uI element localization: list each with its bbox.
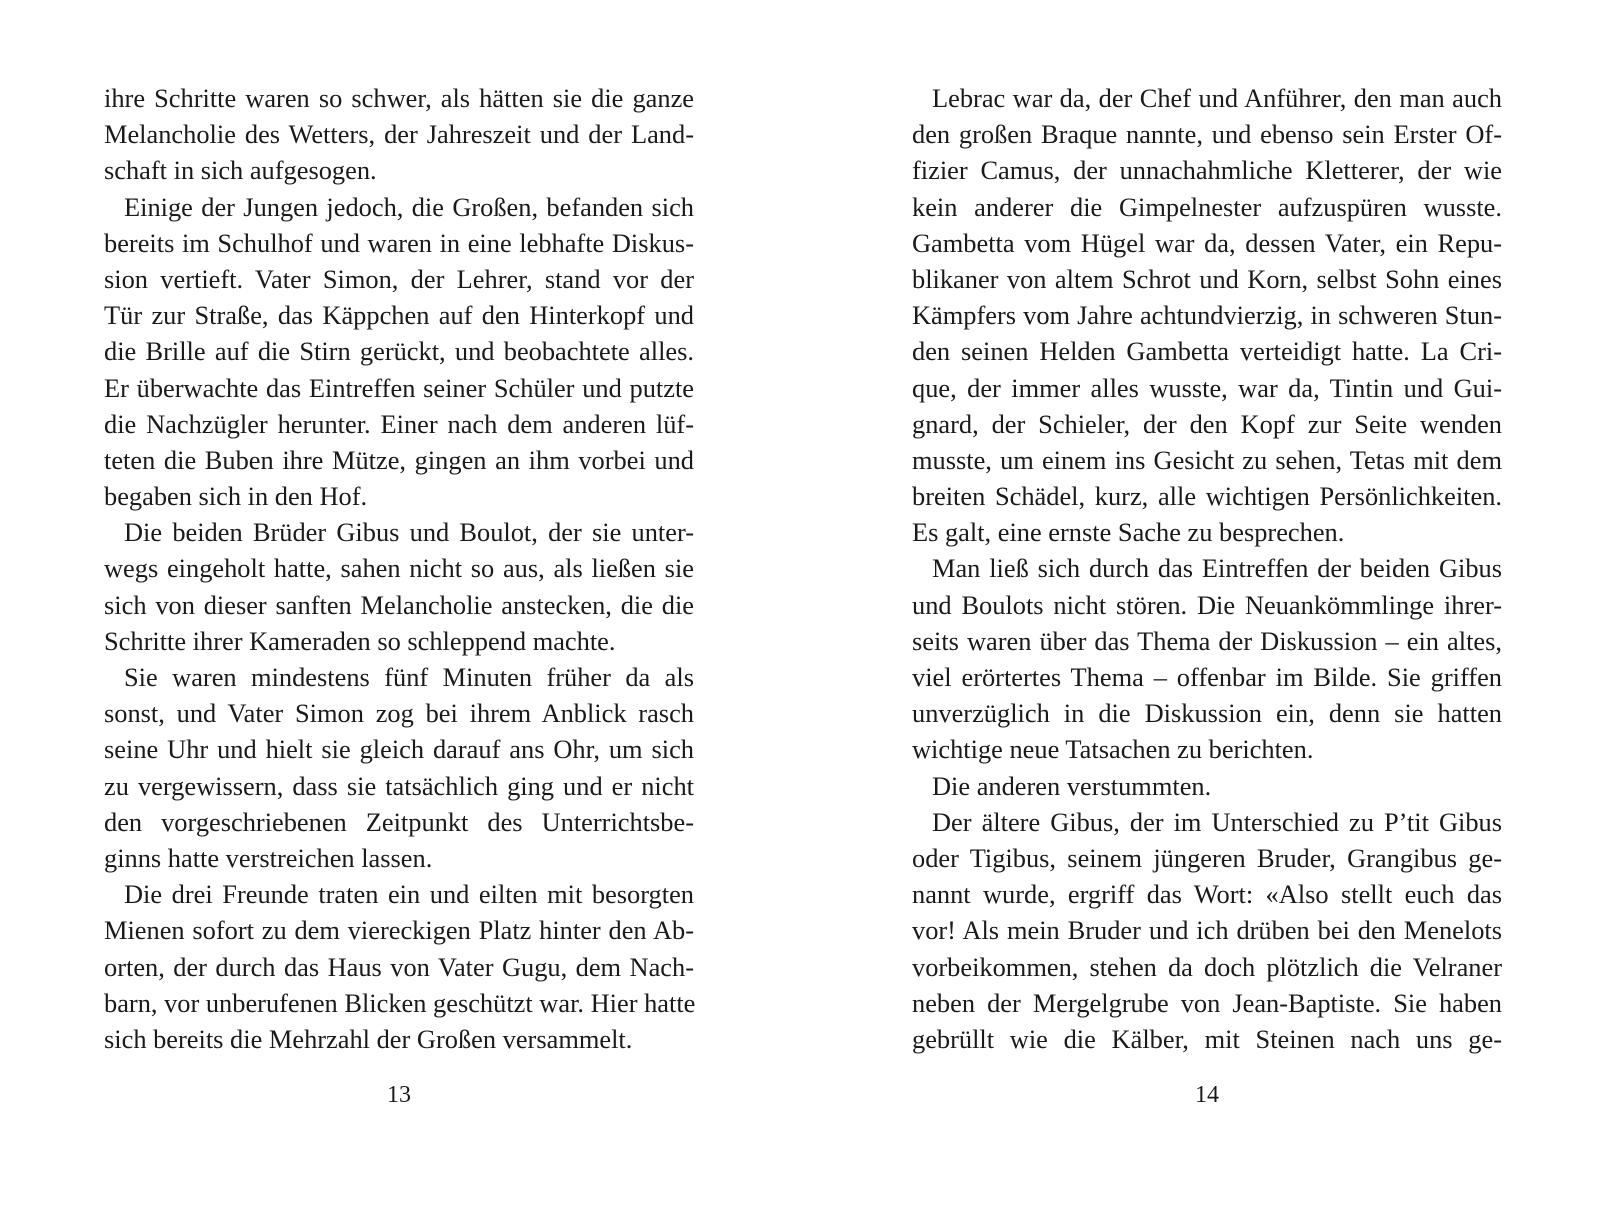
text-line: sich von dieser sanften Melancholie anstecken, die die (104, 589, 694, 620)
text-line: Die drei Freunde traten ein und eilten mit besorgten (124, 879, 694, 910)
text-line: die Nachzügler herunter. Einer nach dem anderen lüf- (104, 408, 694, 439)
text-line: ginns hatte verstreichen lassen. (104, 842, 433, 873)
text-line: Man ließ sich durch das Eintreffen der beiden Gibus (932, 553, 1502, 584)
text-line: und Boulots nicht stören. Die Neuankömmlinge ihrer- (912, 589, 1502, 620)
text-line: Schritte ihrer Kameraden so schleppend machte. (104, 625, 616, 656)
text-line: Kämpfers vom Jahre achtundvierzig, in schweren Stun- (912, 300, 1502, 331)
text-line: sion vertieft. Vater Simon, der Lehrer, stand vor der (104, 263, 694, 294)
text-line: neben der Mergelgrube von Jean-Baptiste. Sie haben (912, 987, 1502, 1018)
text-line: fizier Camus, der unnachahmliche Kletterer, der wie (912, 155, 1502, 186)
left-page (104, 80, 694, 1140)
text-line: Tür zur Straße, das Käppchen auf den Hinterkopf und (104, 300, 694, 331)
text-line: gnard, der Schieler, der den Kopf zur Seite wenden (912, 408, 1502, 439)
text-line: Er überwachte das Eintreffen seiner Schüler und putzte (104, 372, 694, 403)
text-line: vorbeikommen, stehen da doch plötzlich die Velraner (912, 951, 1502, 982)
right-page (912, 80, 1502, 1140)
text-line: Melancholie des Wetters, der Jahreszeit und der Land- (104, 119, 694, 150)
text-line: Lebrac war da, der Chef und Anführer, den man auch (932, 83, 1502, 113)
text-line: Sie waren mindestens fünf Minuten früher da als (124, 662, 694, 692)
text-line: que, der immer alles wusste, war da, Tintin und Gui- (912, 372, 1502, 403)
text-line: oder Tigibus, seinem jüngeren Bruder, Grangibus ge- (912, 842, 1502, 873)
text-line: unverzüglich in die Diskussion ein, denn sie hatten (912, 698, 1502, 729)
text-line: sich bereits die Mehrzahl der Großen versammelt. (104, 1023, 633, 1054)
text-line: gebrüllt wie die Kälber, mit Steinen nach uns ge- (912, 1023, 1502, 1054)
text-line: viel erörtertes Thema – offenbar im Bilde. Sie griffen (912, 662, 1502, 692)
text-line: Die beiden Brüder Gibus und Boulot, der sie unter- (124, 517, 694, 548)
left-page-text (104, 80, 694, 1057)
text-line: teten die Buben ihre Mütze, gingen an ihm vorbei und (104, 444, 694, 475)
text-line: Mienen sofort zu dem viereckigen Platz hinter den Ab- (104, 915, 694, 946)
text-line: die Brille auf die Stirn gerückt, und beobachtete alles. (104, 336, 694, 367)
page-number: 14 (1195, 1082, 1219, 1108)
text-line: wegs eingeholt hatte, sahen nicht so aus, als ließen sie (104, 553, 694, 584)
text-line: Gambetta vom Hügel war da, dessen Vater, ein Repu- (912, 227, 1502, 258)
text-line: orten, der durch das Haus von Vater Gugu, dem Nach- (104, 951, 694, 982)
text-line: bereits im Schulhof und waren in eine lebhafte Diskus- (104, 227, 694, 258)
text-line: seits waren über das Thema der Diskussion – ein altes, (912, 625, 1502, 656)
text-line: Die anderen verstummten. (932, 770, 1212, 801)
text-line: Es galt, eine ernste Sache zu besprechen. (912, 517, 1345, 548)
text-line: den vorgeschriebenen Zeitpunkt des Unterrichtsbe- (104, 806, 694, 837)
text-line: seine Uhr und hielt sie gleich darauf ans Ohr, um sich (104, 734, 694, 765)
text-line: breiten Schädel, kurz, alle wichtigen Persönlichkeiten. (912, 481, 1502, 512)
text-line: vor! Als mein Bruder und ich drüben bei den Menelots (912, 915, 1502, 946)
text-line: barn, vor unberufenen Blicken geschützt war. Hier hatte (104, 987, 696, 1018)
text-line: Der ältere Gibus, der im Unterschied zu P’tit Gibus (932, 806, 1502, 837)
text-line: nannt wurde, ergriff das Wort: «Also stellt euch das (912, 879, 1502, 910)
text-line: schaft in sich aufgesogen. (104, 155, 377, 186)
text-line: ihre Schritte waren so schwer, als hätten sie die ganze (104, 83, 694, 113)
text-line: zu vergewissern, dass sie tatsächlich ging und er nicht (104, 770, 694, 801)
right-page-text (912, 80, 1502, 1057)
text-line: musste, um einem ins Gesicht zu sehen, Tetas mit dem (912, 444, 1502, 475)
text-line: den großen Braque nannte, und ebenso sein Erster Of- (912, 119, 1502, 150)
text-line: sonst, und Vater Simon zog bei ihrem Anblick rasch (104, 698, 694, 729)
page-number: 13 (387, 1082, 411, 1108)
text-line: den seinen Helden Gambetta verteidigt hatte. La Cri- (912, 336, 1502, 367)
text-line: blikaner von altem Schrot und Korn, selbst Sohn eines (912, 263, 1502, 294)
text-line: kein anderer die Gimpelnester aufzuspüren wusste. (912, 191, 1502, 222)
text-line: Einige der Jungen jedoch, die Großen, befanden sich (124, 191, 694, 222)
text-line: wichtige neue Tatsachen zu berichten. (912, 734, 1314, 765)
text-line: begaben sich in den Hof. (104, 481, 368, 512)
